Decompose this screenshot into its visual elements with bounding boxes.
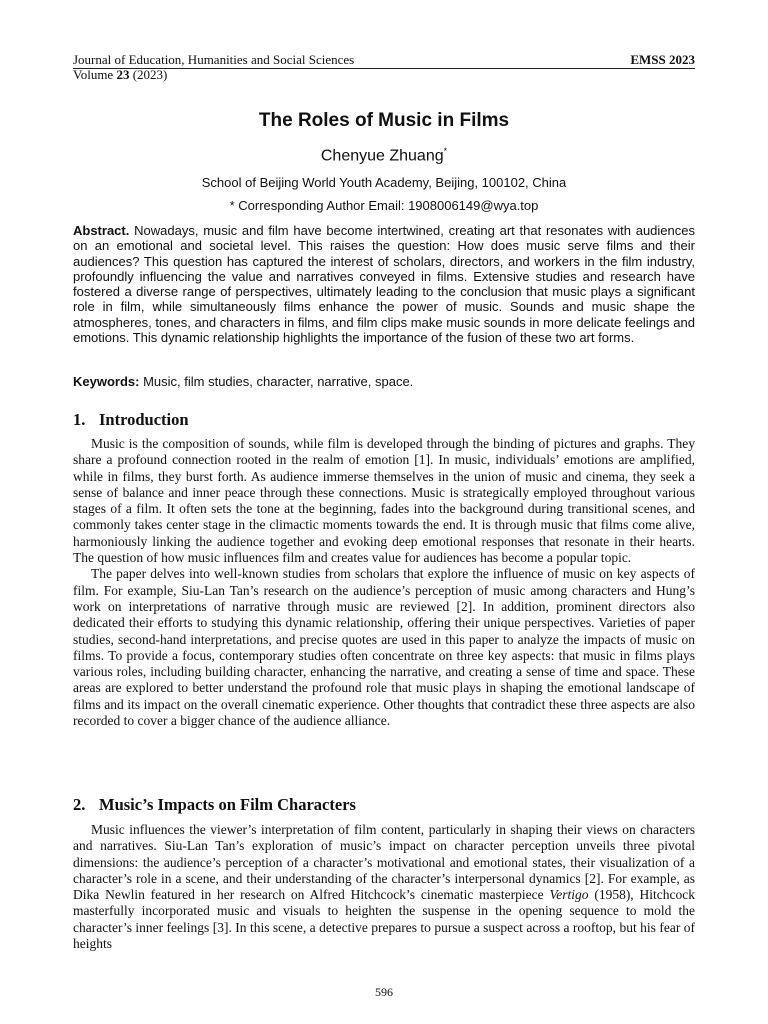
paragraph: The paper delves into well-known studies from scholars that explore the influence of music on key aspects of film. For example, Siu-Lan Tan’s research on the audience’s perception of music among characters and Hung’s work on interpretations of narrative through music are reviewed [2]. In addition, prominent directors also dedicated their efforts to studying this dynamic relationship, offering their unique perspectives. Varieties of paper studies, second-hand interpretations, and precise quotes are used in this paper to analyze the impacts of music on films. To provide a focus, contemporary studies often concentrate on three key aspects: that music in films plays various roles, including building character, enhancing the narrative, and creating a sense of time and space. These areas are explored to better understand the profound role that music plays in shaping the emotional landscape of films and its impact on the overall cinematic experience. Other thoughts that contradict these three aspects are also recorded to cover a bigger chance of the audience alliance. [73,566,695,729]
volume-prefix: Volume [73,67,117,82]
section-title: Music’s Impacts on Film Characters [99,795,356,814]
paper-title: The Roles of Music in Films [258,110,510,131]
abstract-label: Abstract. [73,223,130,238]
author-line [73,146,695,165]
section-body-music-impacts [73,822,695,952]
keywords-text: Music, film studies, character, narrative, space. [139,374,414,389]
keywords [73,374,695,389]
section-heading-music-impacts [73,795,356,815]
paper-page [73,0,695,1024]
volume-year: (2023) [129,67,168,82]
journal-name: Journal of Education, Humanities and Social Sciences [73,52,355,67]
volume-line [73,67,167,83]
volume-number: 23 [116,67,130,82]
abstract [73,223,695,345]
page-number: 596 [375,985,393,999]
conference-code: EMSS 2023 [630,52,695,67]
paragraph-text: (1958), Hitchcock masterfully incorporated music and visuals to heighten the suspense in the opening sequence to mold the character’s inner feelings [3]. In this scene, a detective prepares to pursue a suspect across a rooftop, but his fear of heights [73,887,695,952]
keywords-label: Keywords: [73,374,140,389]
section-number: 1. [73,410,86,429]
author-name: Chenyue Zhuang [320,147,444,165]
section-number: 2. [73,795,86,814]
author-affiliation: School of Beijing World Youth Academy, Beijing, 100102, China [201,175,567,190]
section-body-introduction [73,436,695,729]
paragraph [73,822,695,952]
paragraph: Music is the composition of sounds, while film is developed through the binding of pictures and graphs. They share a profound connection rooted in the realm of emotion [1]. In music, individuals’ emotions are amplified, while in films, they burst forth. As audience immerse themselves in the union of music and cinema, they seek a sense of balance and inner peace through these connections. Music is strategically employed throughout various stages of a film. It often sets the tone at the beginning, fades into the background during transitional scenes, and commonly takes center stage in the climactic moments towards the end. It is through music that films come alive, harmoniously linking the audience together and evoking deep emotional responses that resonate in their hearts. The question of how music influences film and creates value for audiences has become a popular topic. [73,436,695,566]
film-title-italic: Vertigo [549,887,589,903]
author-marker: * [443,146,448,156]
section-title: Introduction [99,410,189,429]
corresponding-author: * Corresponding Author Email: 1908006149@wya.top [229,198,539,213]
paragraph-text: Music influences the viewer’s interpretation of film content, particularly in shaping their views on characters and narratives. Siu-Lan Tan’s exploration of music’s impact on character perception unveils three pivotal dimensions: the audience’s perception of a character’s motivational and emotional states, their visualization of a character’s role in a scene, and their understanding of the character’s interpersonal dynamics [2]. For example, as Dika Newlin featured in her research on Alfred Hitchcock’s cinematic masterpiece [73,822,695,903]
abstract-text: Nowadays, music and film have become intertwined, creating art that resonates with audiences on an emotional and societal level. This raises the question: How does music serve films and their audiences? This question has captured the interest of scholars, directors, and workers in the film industry, profoundly influencing the value and narratives conveyed in films. Extensive studies and research have fostered a diverse range of perspectives, ultimately leading to the conclusion that music plays a significant role in film, while simultaneously films enhance the power of music. Sounds and music shape the atmospheres, tones, and characters in films, and film clips make music sounds in more delicate feelings and emotions. This dynamic relationship highlights the importance of the fusion of these two art forms. [73,223,695,346]
section-heading-introduction [73,410,189,430]
